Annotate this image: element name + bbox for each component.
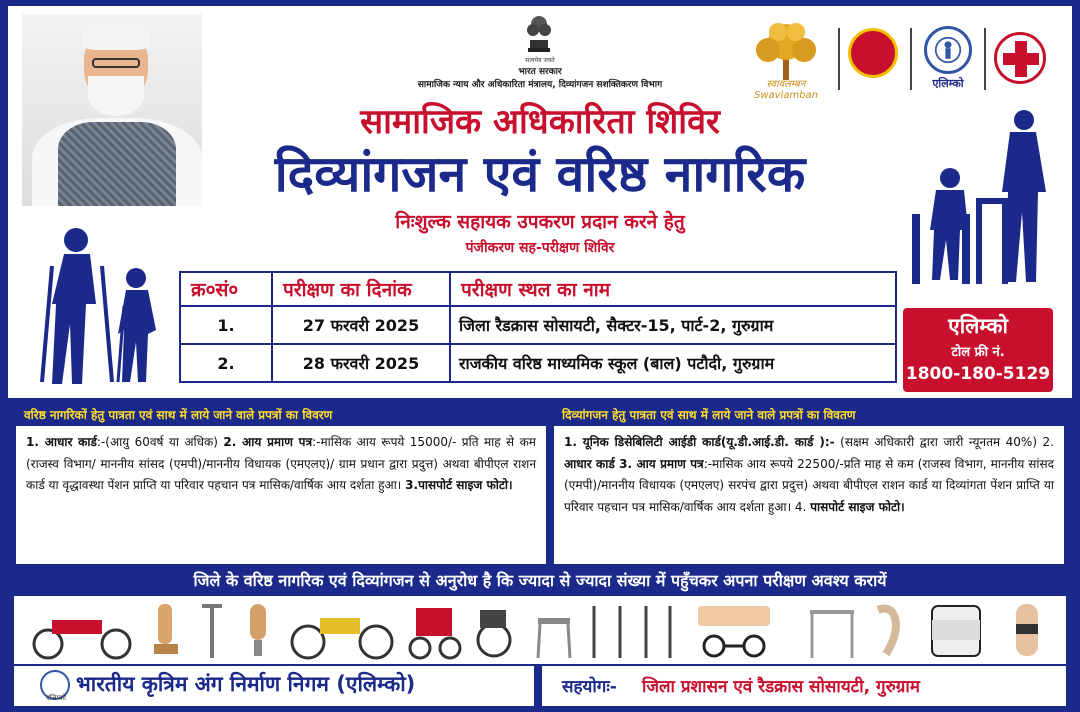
assistive-devices-strip (14, 596, 1066, 664)
divyang-panel-heading: दिव्यांगजन हेतु पात्रता एवं साथ में लाये जाने वाले प्रपत्रों का विवतण (554, 402, 1064, 426)
crutch-user-silhouette-icon (34, 226, 182, 386)
swavlamban-text: स्वावलम्बन Swavlamban (753, 79, 819, 101)
footer-support (542, 666, 1066, 706)
row-serial: 1. (180, 306, 272, 344)
artificial-limb-icon (234, 600, 284, 660)
divyang-eligibility-panel (552, 400, 1066, 566)
tollfree-label: टोल फ्री नं. (951, 345, 1005, 360)
crutch-icon (194, 600, 230, 660)
rashtriya-vayoshri-yojana-logo-icon (848, 28, 898, 78)
col-serial-header: क्र०सं० (180, 272, 272, 306)
alimco-logo-icon (924, 26, 972, 74)
walking-sticks-icon (580, 600, 680, 660)
commode-chair-icon (532, 600, 576, 660)
tollfree-number: 1800-180-5129 (905, 364, 1051, 384)
spectacles-icon (694, 600, 774, 660)
table-row (180, 344, 896, 382)
walker-user-silhouette-icon (906, 110, 1066, 288)
support-label: सहयोगः- (562, 677, 617, 697)
prosthetic-leg-icon (140, 600, 190, 660)
hearing-aid-icon (866, 600, 906, 660)
row-venue: जिला रैडक्रास सोसायटी, सैक्टर-15, पार्ट-2, गुरुग्राम (450, 306, 896, 344)
ministry-label: सामाजिक न्याय और अधिकारिता मंत्रालय, दिव्यांगजन सशक्तिकरण विभाग (417, 80, 663, 90)
red-cross-icon (994, 32, 1046, 84)
tollfree-box (903, 308, 1053, 392)
wheelchair-red-icon (402, 600, 466, 660)
senior-panel-heading: वरिष्ठ नागरिकों हेतु पात्रता एवं साथ में लाये जाने वाले प्रपत्रों का विवरण (16, 402, 546, 426)
wheelchair-icon (470, 600, 528, 660)
tollfree-org: एलिम्को (948, 314, 1008, 338)
support-value: जिला प्रशासन एवं रैडक्रास सोसायटी, गुरुग्राम (642, 677, 920, 697)
emblem-motto: सत्यमेव जयते (525, 57, 555, 64)
knee-brace-icon (1004, 600, 1050, 660)
national-emblem-icon (524, 10, 554, 60)
divyang-panel-body: 1. यूनिक डिसेबिलिटी आईडी कार्ड(यू.डी.आई.डी. कार्ड ):- (सक्षम अधिकारी द्वारा जारी न्यूनतम 40%) 2. आधार कार्ड 3. आय प्रमाण पत्र:-मासिक आय रूपये 22500/-प्रति माह से कम (राजस्व विभाग, माननीय सांसद (एमपी)/माननीय विधायक (एमएलए) सरपंच द्वारा प्रदुत्त) अथवा बीपीएल राशन कार्ड या दिव्यांगता पेंशन प्राप्ति या परिवार पहचान पत्र मासिक/वार्षिक आय दर्शता हुआ। 4. पासपोर्ट साइज फोटो। (564, 435, 1054, 514)
leader-portrait (22, 14, 202, 206)
camp-title: सामाजिक अधिकारिता शिविर (360, 102, 720, 142)
logo-divider (984, 28, 986, 90)
lumbar-belt-icon (924, 600, 988, 660)
alimco-caption: एलिम्को (932, 77, 964, 90)
motorized-tricycle-icon (286, 600, 398, 660)
government-label: भारत सरकार (518, 67, 562, 77)
organization-name: भारतीय कृत्रिम अंग निर्माण निगम (एलिम्को) (76, 672, 416, 696)
logo-divider (910, 28, 912, 90)
senior-panel-body: 1. आधार कार्ड:-(आयु 60वर्ष या अधिक) 2. आय प्रमाण पत्र:-मासिक आय रूपये 15000/- प्रति माह से कम (राजस्व विभाग/ माननीय सांसद (एमपी)/माननीय विधायक (एमएलए)/ ग्राम प्रधान द्वारा प्रदुत्त) अथवा बीपीएल राशन कार्ड या वृद्धावस्था पेंशन प्राप्ति या परिवार पहचान पत्र मासिक/वार्षिक आय दर्शता हुआ। 3.पासपोर्ट साइज फोटो। (26, 435, 536, 492)
col-date-header: परीक्षण का दिनांक (272, 272, 450, 306)
appeal-banner: जिले के वरिष्ठ नागरिक एवं दिव्यांगजन से अनुरोध है कि ज्यादा से ज्यादा संख्या में पहुँचकर अपना परीक्षण अवश्य करायें (193, 571, 887, 590)
senior-citizen-eligibility-panel (14, 400, 548, 566)
row-date: 28 फरवरी 2025 (272, 344, 450, 382)
camp-schedule-table (179, 271, 897, 383)
table-row (180, 306, 896, 344)
logo-divider (838, 28, 840, 90)
col-venue-header: परीक्षण स्थल का नाम (450, 272, 896, 306)
camp-type: पंजीकरण सह-परीक्षण शिविर (465, 240, 615, 256)
row-date: 27 फरवरी 2025 (272, 306, 450, 344)
walker-frame-icon (804, 600, 860, 660)
tricycle-icon (28, 600, 136, 660)
alimco-small-caption: एलिम्को (46, 694, 66, 702)
camp-audience-title: दिव्यांगजन एवं वरिष्ठ नागरिक (274, 145, 806, 203)
row-venue: राजकीय वरिष्ठ माध्यमिक स्कूल (बाल) पटौदी, गुरुग्राम (450, 344, 896, 382)
camp-purpose: निःशुल्क सहायक उपकरण प्रदान करने हेतु (395, 211, 685, 233)
row-serial: 2. (180, 344, 272, 382)
footer-organization (14, 666, 534, 706)
